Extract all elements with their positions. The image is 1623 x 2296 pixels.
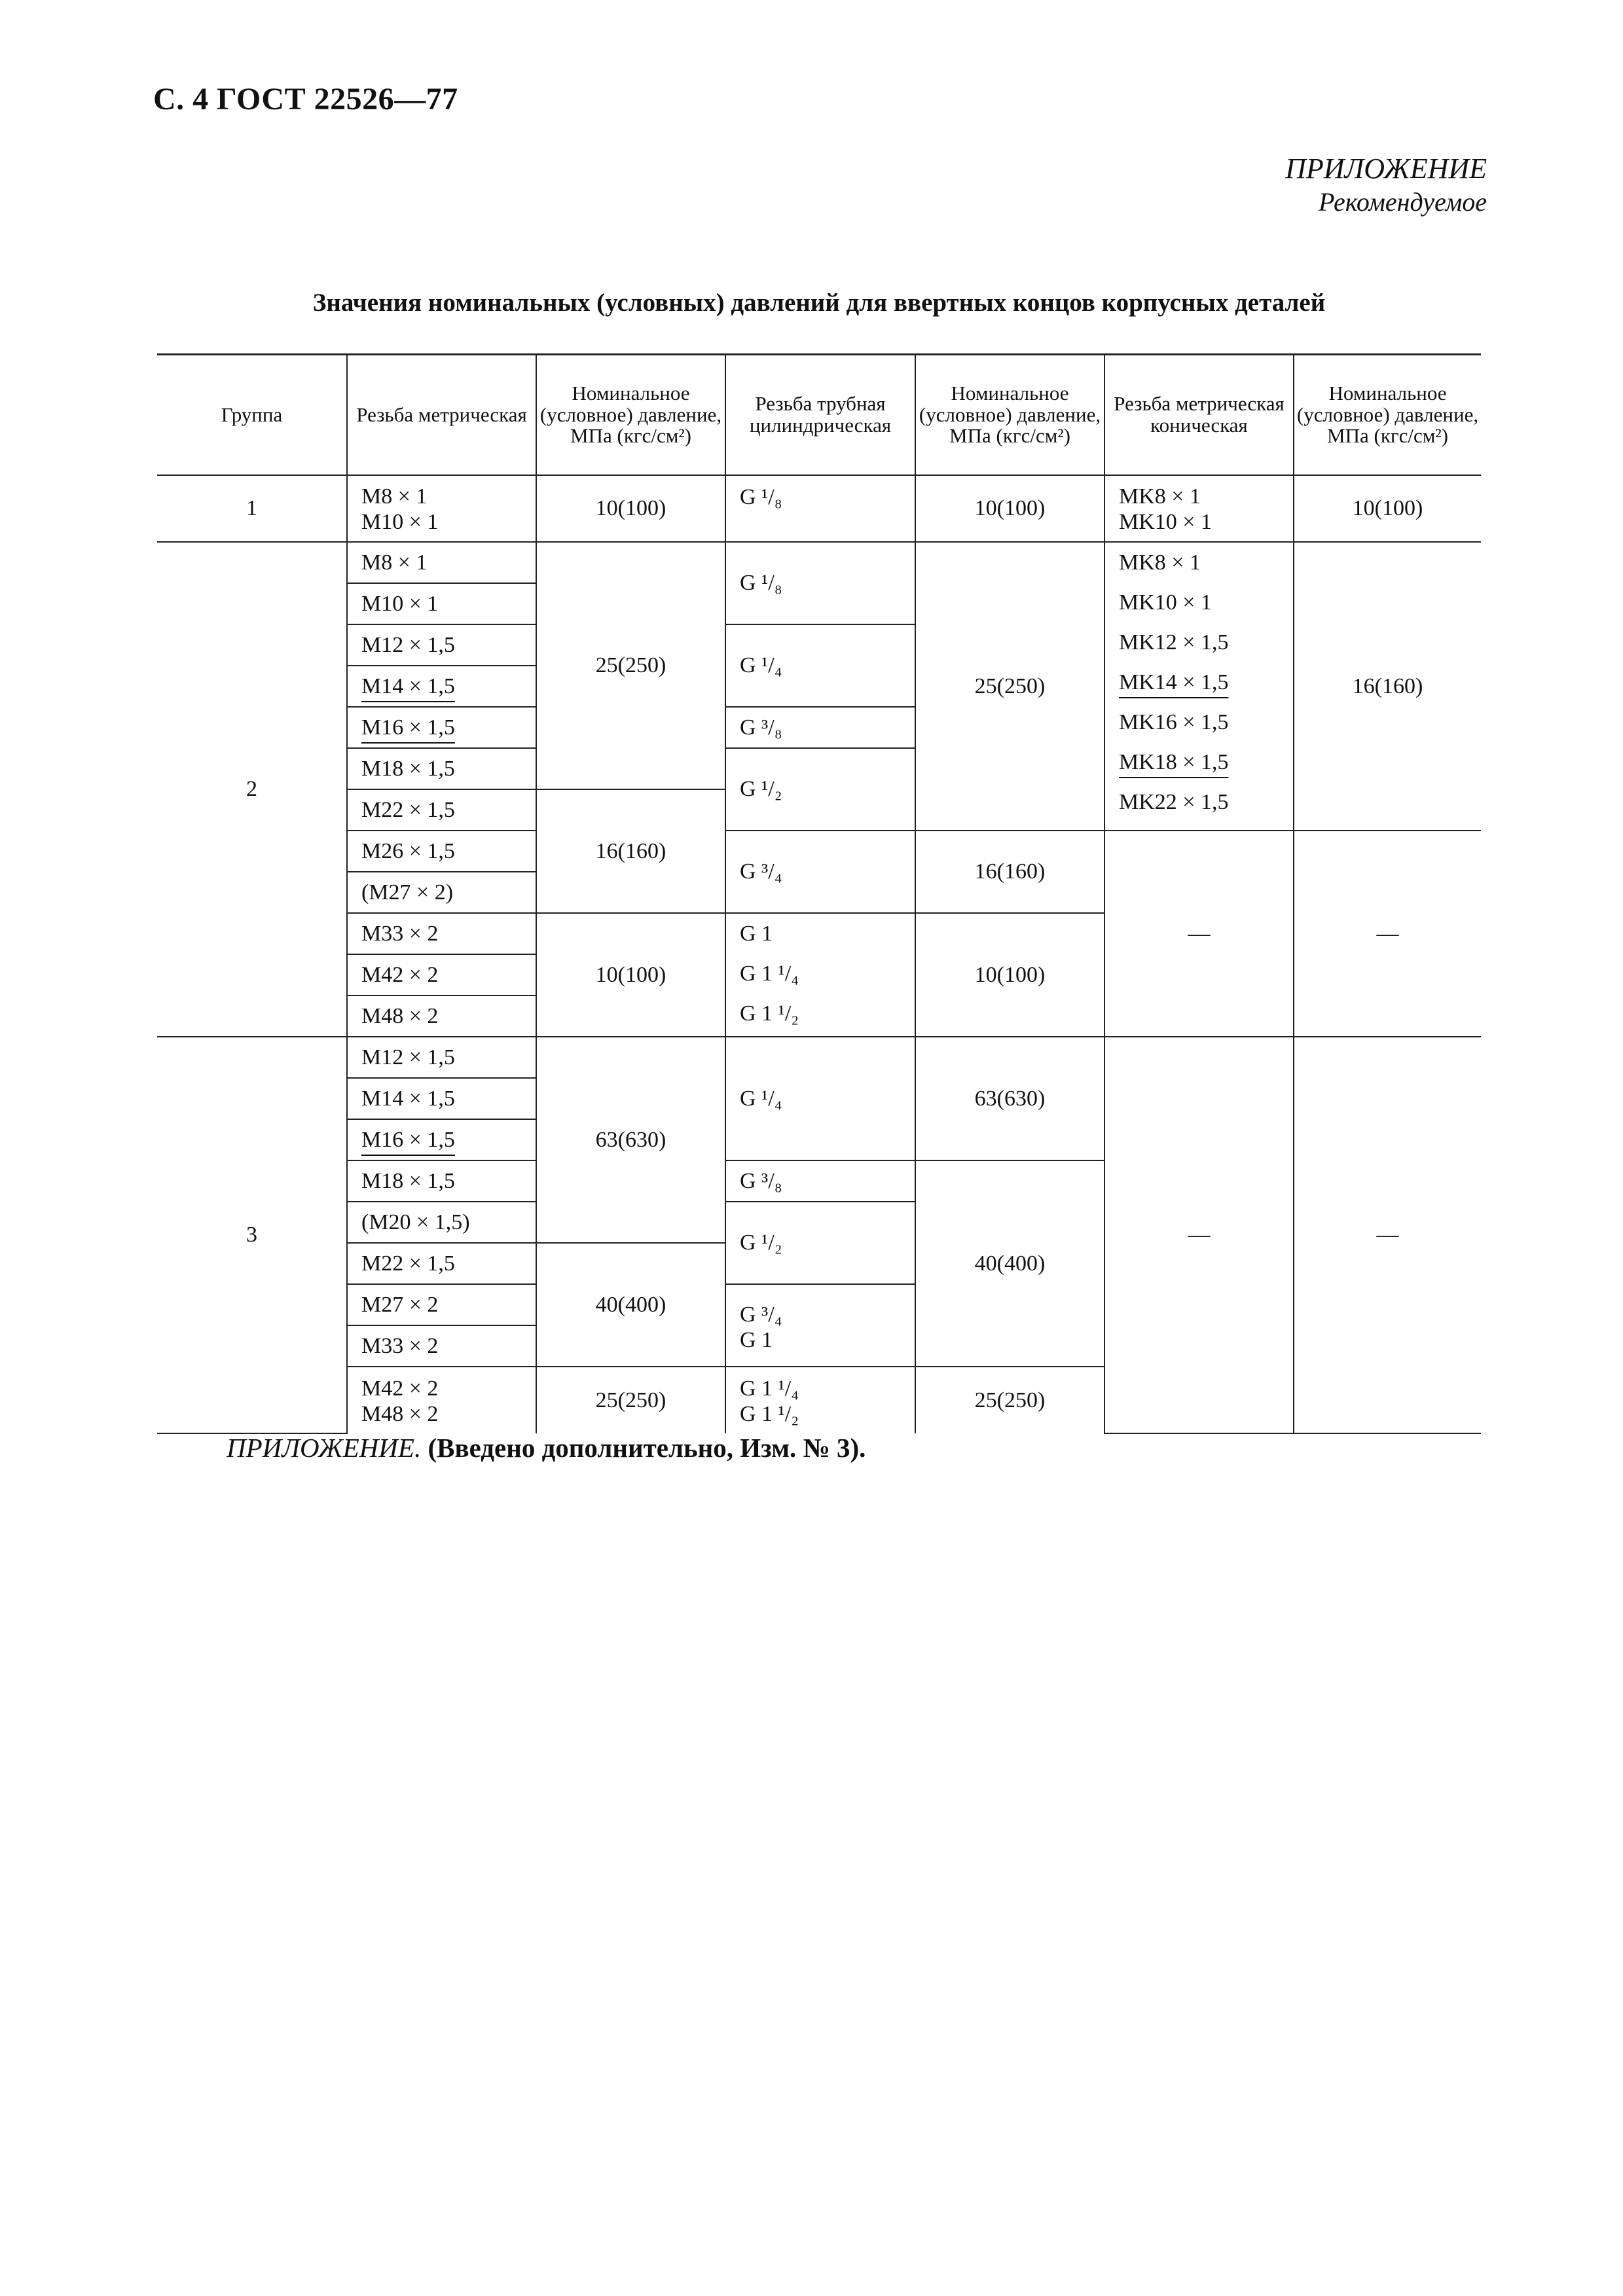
- pipe-thread: G ¹/₄: [725, 624, 915, 707]
- conical-thread: MK14 × 1,5: [1119, 670, 1229, 694]
- metric-thread: M10 × 1: [347, 583, 536, 624]
- metric-thread: M12 × 1,5: [347, 1037, 536, 1078]
- metric-thread: M14 × 1,5: [347, 1078, 536, 1119]
- pressure-table: [157, 353, 1481, 1434]
- conical-thread: MK12 × 1,5: [1119, 630, 1229, 655]
- pipe-thread: G 1: [740, 922, 773, 946]
- footnote-label: ПРИЛОЖЕНИЕ.: [227, 1433, 422, 1463]
- header-row: [157, 355, 1481, 476]
- metric-thread: M22 × 1,5: [347, 789, 536, 831]
- header-group: Группа: [157, 355, 347, 476]
- pipe-thread: G ³/₈: [725, 707, 915, 748]
- pressure-value: 25(250): [536, 1367, 725, 1433]
- metric-thread: M42 × 2: [347, 954, 536, 996]
- conical-thread: MK10 × 1: [1119, 510, 1212, 534]
- metric-thread: M33 × 2: [347, 913, 536, 954]
- group-number: 2: [157, 542, 347, 1037]
- metric-thread: M16 × 1,5: [347, 1119, 536, 1160]
- pressure-value: 16(160): [915, 831, 1104, 913]
- pipe-thread: G ³/₄: [725, 831, 915, 913]
- pressure-value: 40(400): [536, 1243, 725, 1367]
- pressure-table-wrapper: [157, 353, 1481, 1426]
- pipe-thread: G 1 ¹/₄: [740, 1376, 799, 1401]
- metric-thread: M10 × 1: [361, 510, 439, 534]
- footnote-text: (Введено дополнительно, Изм. № 3).: [428, 1433, 866, 1463]
- metric-thread: M26 × 1,5: [347, 831, 536, 872]
- metric-thread: M42 × 2: [361, 1376, 439, 1401]
- pressure-value: 25(250): [915, 542, 1104, 831]
- metric-thread-cell: [347, 475, 536, 542]
- dash-cell: —: [1294, 831, 1481, 1037]
- table-row-group-2a: [157, 542, 1481, 583]
- header-metric-thread: Резьба метрическая: [347, 355, 536, 476]
- pipe-thread: G ¹/₂: [725, 1202, 915, 1284]
- conical-thread: MK10 × 1: [1119, 590, 1212, 615]
- pressure-value: 10(100): [1294, 475, 1481, 542]
- group-number: 3: [157, 1037, 347, 1433]
- pressure-value: 63(630): [915, 1037, 1104, 1160]
- pipe-thread: G ¹/₄: [725, 1037, 915, 1160]
- table-row-group-1: [157, 475, 1481, 542]
- metric-thread: (M27 × 2): [347, 872, 536, 913]
- pipe-thread: G ³/₈: [725, 1160, 915, 1202]
- pipe-thread: G ¹/₈: [725, 542, 915, 624]
- metric-thread: (M20 × 1,5): [347, 1202, 536, 1243]
- pressure-value: 16(160): [536, 789, 725, 913]
- pressure-value: 63(630): [536, 1037, 725, 1243]
- pressure-value: 40(400): [915, 1160, 1104, 1367]
- metric-thread: M22 × 1,5: [347, 1243, 536, 1284]
- pipe-thread-cell: [725, 1367, 915, 1433]
- header-pressure-conical: Номинальное (условное) давление, МПа (кгс/см²): [1294, 355, 1481, 476]
- header-pipe-thread: Резьба трубная цилиндрическая: [725, 355, 915, 476]
- conical-thread: MK22 × 1,5: [1119, 790, 1229, 814]
- pipe-thread: G 1 ¹/₂: [740, 1001, 799, 1026]
- metric-thread: M14 × 1,5: [347, 666, 536, 707]
- header-conical-thread: Резьба метрическая коническая: [1104, 355, 1294, 476]
- page-header: С. 4 ГОСТ 22526—77: [153, 82, 458, 117]
- pressure-value: 16(160): [1294, 542, 1481, 831]
- pressure-value: 10(100): [536, 475, 725, 542]
- appendix-status: Рекомендуемое: [1318, 187, 1487, 217]
- table-title: Значения номинальных (условных) давлений для ввертных концов корпусных деталей: [312, 289, 1326, 317]
- pressure-value: 10(100): [915, 475, 1104, 542]
- metric-thread: M33 × 2: [347, 1325, 536, 1367]
- conical-thread-cell: [1104, 475, 1294, 542]
- dash-cell: —: [1294, 1037, 1481, 1433]
- pressure-value: 25(250): [915, 1367, 1104, 1433]
- conical-thread: MK16 × 1,5: [1119, 710, 1229, 734]
- metric-thread: M18 × 1,5: [347, 748, 536, 789]
- header-pressure-metric: Номинальное (условное) давление, МПа (кгс/см²): [536, 355, 725, 476]
- pressure-value: 25(250): [536, 542, 725, 789]
- metric-thread: M16 × 1,5: [347, 707, 536, 748]
- metric-thread: M18 × 1,5: [347, 1160, 536, 1202]
- pipe-thread: [725, 475, 915, 542]
- pressure-value: 10(100): [915, 913, 1104, 1037]
- group-number: 1: [157, 475, 347, 542]
- conical-thread-cell: [1104, 542, 1294, 831]
- table-row-group-3a: [157, 1037, 1481, 1078]
- conical-thread: MK8 × 1: [1119, 484, 1201, 509]
- pipe-thread: G ³/₄: [740, 1302, 782, 1327]
- metric-thread: M48 × 2: [347, 996, 536, 1037]
- table-row: [157, 831, 1481, 872]
- header-pressure-pipe: Номинальное (условное) давление, МПа (кгс/см²): [915, 355, 1104, 476]
- conical-thread: MK18 × 1,5: [1119, 750, 1229, 774]
- appendix-block: [1285, 152, 1487, 218]
- pipe-thread: G 1: [740, 1328, 773, 1352]
- metric-thread-cell: [347, 1367, 536, 1433]
- dash-cell: —: [1104, 1037, 1294, 1433]
- appendix-label: ПРИЛОЖЕНИЕ: [1285, 152, 1487, 185]
- pipe-thread: G 1 ¹/₄: [740, 961, 799, 986]
- footnote: [227, 1432, 866, 1463]
- metric-thread: M27 × 2: [347, 1284, 536, 1325]
- conical-thread: MK8 × 1: [1119, 550, 1201, 575]
- pipe-thread-cell: [725, 913, 915, 1037]
- pipe-thread-label: G ¹/₈: [740, 485, 782, 509]
- dash-cell: —: [1104, 831, 1294, 1037]
- metric-thread: M8 × 1: [361, 484, 428, 509]
- pipe-thread: G 1 ¹/₂: [740, 1401, 799, 1426]
- pipe-thread-cell: [725, 1284, 915, 1367]
- metric-thread: M8 × 1: [347, 542, 536, 583]
- pressure-value: 10(100): [536, 913, 725, 1037]
- pipe-thread: G ¹/₂: [725, 748, 915, 831]
- metric-thread: M48 × 2: [361, 1401, 439, 1426]
- metric-thread: M12 × 1,5: [347, 624, 536, 666]
